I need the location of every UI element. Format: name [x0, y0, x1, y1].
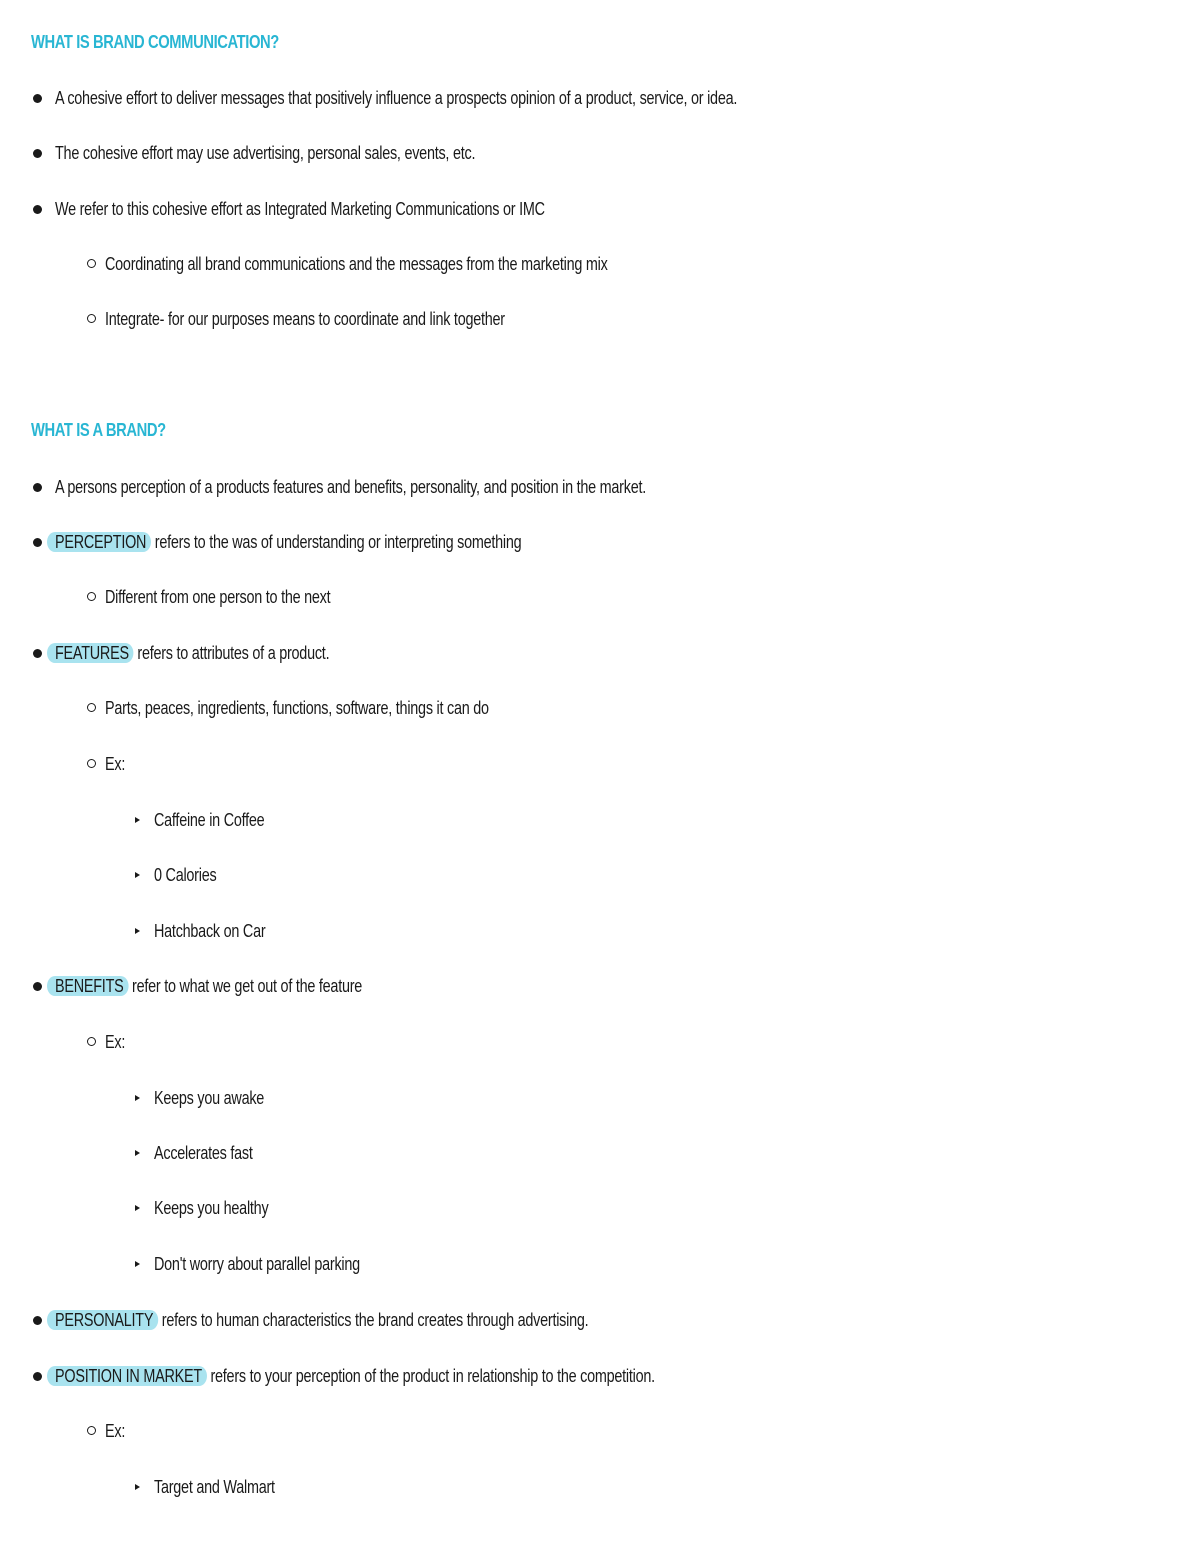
sub-list-item-text: Integrate- for our purposes means to coordinate and link together — [105, 309, 505, 329]
sub-list-item-text: Ex: — [105, 754, 126, 774]
sub-list-item — [87, 252, 733, 276]
triangle-bullet-icon — [135, 1095, 140, 1101]
sub-list-item — [87, 1419, 130, 1443]
bullet-disc-icon — [33, 982, 42, 991]
example-item — [135, 1252, 411, 1276]
sub-list-item-text: Parts, peaces, ingredients, functions, software, things it can do — [105, 698, 489, 718]
example-item-text: Accelerates fast — [154, 1143, 253, 1163]
triangle-bullet-icon — [135, 872, 140, 878]
triangle-bullet-icon — [135, 928, 140, 934]
bullet-circle-icon — [87, 1426, 96, 1435]
sub-list-item — [87, 585, 387, 609]
sub-list-item — [87, 696, 585, 720]
bullet-disc-icon — [33, 205, 42, 214]
sub-list-item-text: Coordinating all brand communications and the messages from the marketing mix — [105, 254, 608, 274]
sub-list-item — [87, 1030, 130, 1054]
list-item-text: We refer to this cohesive effort as Integrated Marketing Communications or IMC — [55, 199, 545, 219]
example-item — [135, 1086, 292, 1110]
bullet-disc-icon — [33, 1316, 42, 1325]
bullet-disc-icon — [33, 149, 42, 158]
triangle-bullet-icon — [135, 1150, 140, 1156]
triangle-bullet-icon — [135, 1484, 140, 1490]
example-item-text: Keeps you healthy — [154, 1198, 269, 1218]
sub-list-item — [87, 307, 605, 331]
sub-list-item-text: Different from one person to the next — [105, 587, 331, 607]
triangle-bullet-icon — [135, 1261, 140, 1267]
list-item-text: A persons perception of a products features and benefits, personality, and position in the market. — [55, 477, 646, 497]
list-item-perception — [31, 530, 638, 554]
bullet-disc-icon — [33, 94, 42, 103]
example-item — [135, 919, 293, 943]
list-item-benefits — [31, 974, 439, 998]
bullet-disc-icon — [33, 649, 42, 658]
example-item — [135, 863, 232, 887]
highlighted-term: PERCEPTION — [47, 532, 151, 552]
example-item — [135, 1196, 297, 1220]
list-item — [31, 475, 794, 499]
list-item-position — [31, 1364, 805, 1388]
example-item-text: Target and Walmart — [154, 1477, 275, 1497]
example-item — [135, 808, 292, 832]
bullet-circle-icon — [87, 703, 96, 712]
bullet-circle-icon — [87, 259, 96, 268]
example-item-text: Caffeine in Coffee — [154, 810, 265, 830]
list-item-text: The cohesive effort may use advertising, personal sales, events, etc. — [55, 143, 476, 163]
bullet-disc-icon — [33, 483, 42, 492]
section-heading-brand-communication: WHAT IS BRAND COMMUNICATION? — [31, 32, 279, 52]
term-definition: refer to what we get out of the feature — [128, 976, 363, 996]
example-item — [135, 1475, 305, 1499]
sub-list-item — [87, 752, 130, 776]
list-item — [31, 86, 908, 110]
highlighted-term: PERSONALITY — [47, 1310, 158, 1330]
term-definition: refers to human characteristics the brand creates through advertising. — [158, 1310, 589, 1330]
highlighted-term: BENEFITS — [47, 976, 128, 996]
bullet-circle-icon — [87, 759, 96, 768]
triangle-bullet-icon — [135, 1205, 140, 1211]
list-item-features — [31, 641, 398, 665]
highlighted-term: POSITION IN MARKET — [47, 1366, 207, 1386]
term-definition: refers to the was of understanding or interpreting something — [151, 532, 522, 552]
sub-list-item-text: Ex: — [105, 1032, 126, 1052]
list-item — [31, 141, 580, 165]
bullet-circle-icon — [87, 592, 96, 601]
section-heading-what-is-a-brand: WHAT IS A BRAND? — [31, 420, 166, 440]
list-item-text: A cohesive effort to deliver messages that positively influence a prospects opinion of a product, service, or idea. — [55, 88, 738, 108]
bullet-circle-icon — [87, 314, 96, 323]
bullet-circle-icon — [87, 1037, 96, 1046]
triangle-bullet-icon — [135, 817, 140, 823]
highlighted-term: FEATURES — [47, 643, 134, 663]
bullet-disc-icon — [33, 1372, 42, 1381]
example-item-text: Hatchback on Car — [154, 921, 266, 941]
list-item-personality — [31, 1308, 722, 1332]
example-item-text: Keeps you awake — [154, 1088, 265, 1108]
example-item — [135, 1141, 277, 1165]
term-definition: refers to your perception of the product in relationship to the competition. — [206, 1366, 655, 1386]
example-item-text: Don't worry about parallel parking — [154, 1254, 360, 1274]
example-item-text: 0 Calories — [154, 865, 217, 885]
list-item — [31, 197, 667, 221]
term-definition: refers to attributes of a product. — [133, 643, 330, 663]
bullet-disc-icon — [33, 538, 42, 547]
sub-list-item-text: Ex: — [105, 1421, 126, 1441]
